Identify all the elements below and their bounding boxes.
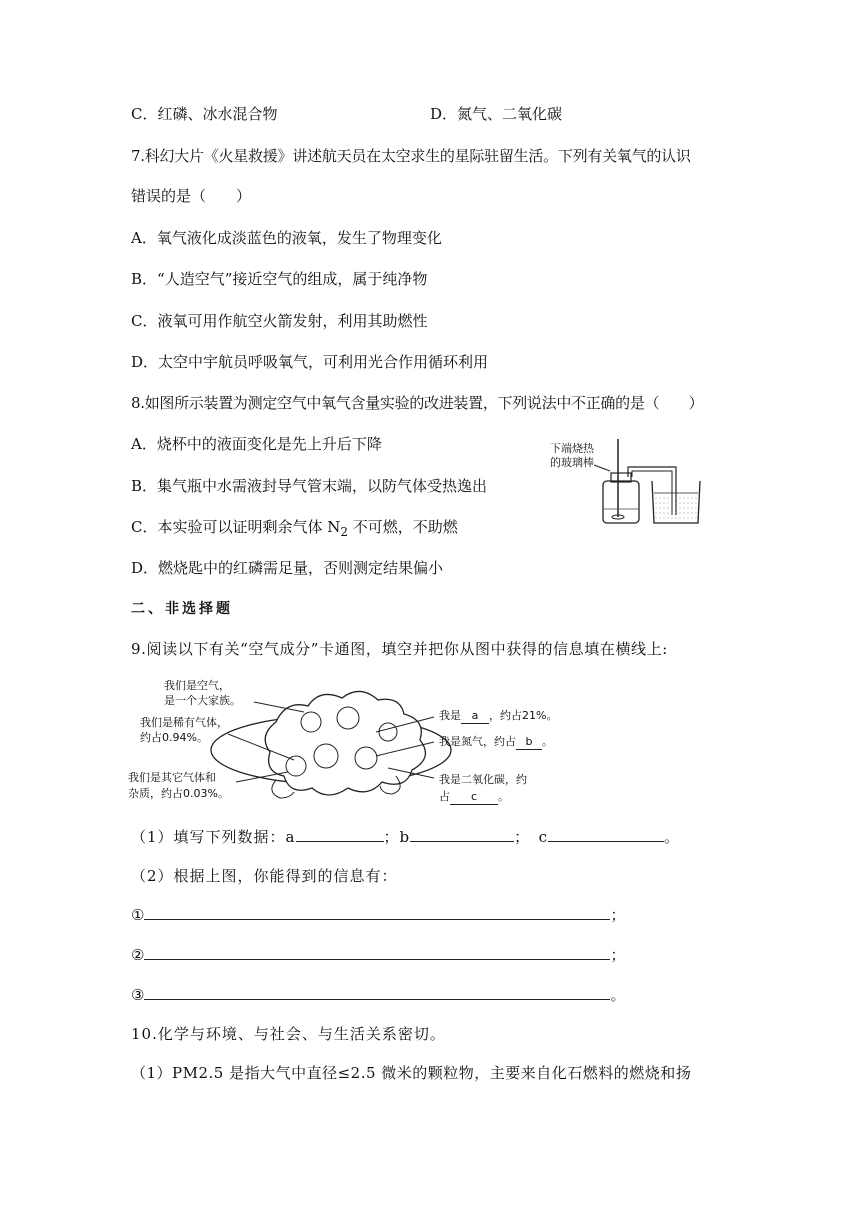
q8-option-c-post: 不可燃，不助燃 [348, 518, 458, 536]
cartoon-other-line1: 我们是其它气体和 [128, 771, 216, 784]
q8-option-b: B．集气瓶中水需液封导气管末端，以防气体受热逸出 [131, 477, 488, 495]
info-marker-1: ① [131, 906, 145, 924]
q7-option-d: D．太空中宇航员呼吸氧气，可利用光合作用循环利用 [131, 353, 489, 371]
cartoon-oxygen-pre: 我是 [439, 709, 461, 722]
cartoon-co2-pre: 占 [439, 790, 450, 803]
q7-stem-line2: 错误的是（ ） [131, 187, 252, 205]
cartoon-nitrogen-pre: 我是氮气，约占 [439, 735, 516, 748]
apparatus-drawing [548, 437, 708, 529]
apparatus-figure [548, 437, 708, 529]
q7-option-a: A．氧气液化成淡蓝色的液氧，发生了物理变化 [131, 229, 442, 247]
q9-sub1 [131, 827, 680, 847]
info-end-1: ； [610, 906, 626, 924]
q8-option-a: A．烧杯中的液面变化是先上升后下降 [131, 435, 382, 453]
info-blank-1[interactable] [144, 905, 610, 920]
q9-info-line3 [131, 985, 625, 1005]
answer-blank-c[interactable] [548, 827, 664, 842]
cartoon-rare-line1: 我们是稀有气体， [140, 716, 228, 729]
section-heading: 二、非选择题 [131, 601, 233, 617]
cartoon-blank-c: c [450, 789, 498, 805]
cartoon-air-line1: 我们是空气， [164, 679, 230, 692]
q8-option-c-pre: C．本实验可以证明剩余气体 N [131, 518, 341, 536]
info-marker-2: ② [131, 946, 145, 964]
info-blank-3[interactable] [144, 985, 610, 1000]
cartoon-blank-a: a [461, 708, 489, 724]
air-cartoon [126, 672, 576, 812]
answer-blank-a[interactable] [296, 827, 384, 842]
figure-label-line2: 的玻璃棒 [550, 456, 594, 469]
q7-stem-line1: 7.科幻大片《火星救援》讲述航天员在太空求生的星际驻留生活。下列有关氧气的认识 [131, 147, 691, 165]
q10-sub1: （1）PM2.5 是指大气中直径≤2.5 微米的颗粒物，主要来自化石燃料的燃烧和扬 [131, 1064, 692, 1082]
info-marker-3: ③ [131, 986, 145, 1004]
cartoon-blank-b: b [516, 734, 542, 750]
q8-stem: 8.如图所示装置为测定空气中氧气含量实验的改进装置，下列说法中不正确的是（ ） [131, 394, 704, 412]
cartoon-co2-line1: 我是二氧化碳，约 [439, 773, 527, 786]
info-blank-2[interactable] [144, 945, 610, 960]
q8-option-c [131, 517, 458, 542]
cartoon-oxygen-post: ，约占21%。 [489, 709, 558, 722]
cartoon-other-line2: 杂质，约占0.03%。 [128, 787, 229, 800]
cartoon-co2-line2 [439, 789, 509, 805]
cartoon-co2-post: 。 [498, 790, 509, 803]
cartoon-nitrogen-label [439, 734, 553, 750]
q9-sub1-sep2: ； c [514, 828, 549, 846]
q6-option-c: C．红磷、冰水混合物 [131, 105, 278, 123]
cartoon-air-line2: 是一个大家族。 [164, 694, 241, 707]
q9-stem: 9.阅读以下有关“空气成分”卡通图，填空并把你从图中获得的信息填在横线上: [131, 640, 668, 658]
q9-info-line1 [131, 905, 625, 925]
q8-option-d: D．燃烧匙中的红磷需足量，否则测定结果偏小 [131, 559, 444, 577]
answer-blank-b[interactable] [410, 827, 514, 842]
q9-sub1-end: 。 [664, 828, 681, 846]
q7-option-b: B．“人造空气”接近空气的组成，属于纯净物 [131, 270, 428, 288]
q6-option-d: D．氮气、二氧化碳 [430, 105, 563, 123]
q9-sub1-sep1: ；b [383, 828, 411, 846]
q7-option-c: C．液氧可用作航空火箭发射，利用其助燃性 [131, 312, 428, 330]
cartoon-nitrogen-post: 。 [542, 735, 553, 748]
q9-info-line2 [131, 945, 625, 965]
q9-sub2: （2）根据上图，你能得到的信息有： [131, 867, 398, 885]
figure-label-line1: 下端烧热 [550, 442, 594, 455]
q9-sub1-pre: （1）填写下列数据：a [131, 828, 296, 846]
info-end-2: ； [610, 946, 626, 964]
cartoon-rare-line2: 约占0.94%。 [140, 731, 208, 744]
q10-stem: 10.化学与环境、与社会、与生活关系密切。 [131, 1025, 446, 1043]
cartoon-oxygen-label [439, 708, 557, 724]
info-end-3: 。 [610, 986, 626, 1004]
q8-option-c-subscript: 2 [340, 525, 349, 539]
